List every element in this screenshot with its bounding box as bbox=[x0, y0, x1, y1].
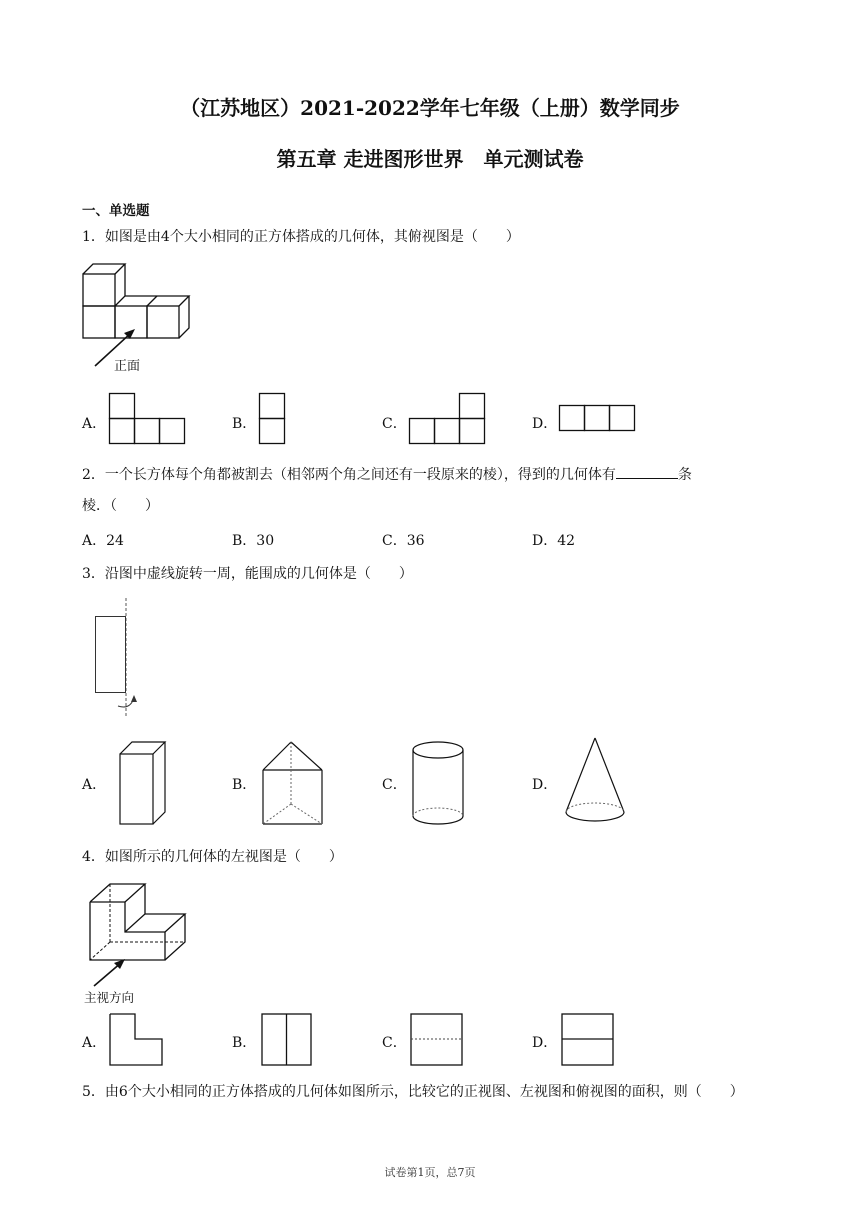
two-stacked-squares-icon bbox=[259, 393, 287, 445]
question-2-text-line2: 棱．（ ） bbox=[82, 498, 159, 514]
question-4-figure bbox=[80, 872, 210, 1004]
q1-option-b-label: B． bbox=[232, 416, 257, 432]
l-shape-top-view-icon bbox=[109, 393, 187, 445]
front-view-label: 正面 bbox=[114, 359, 141, 374]
q2-option-d: D．42 bbox=[532, 533, 576, 549]
page-footer: 试卷第1页，总7页 bbox=[384, 1166, 476, 1179]
answer-blank bbox=[616, 466, 678, 479]
horizontal-split-square-icon bbox=[561, 1013, 615, 1067]
section-label: 一、单选题 bbox=[82, 203, 150, 219]
q2-option-a: A．24 bbox=[82, 533, 124, 549]
cone-icon bbox=[563, 736, 627, 828]
q3-option-b-label: B． bbox=[232, 777, 257, 793]
q1-option-c-label: C． bbox=[382, 416, 407, 432]
q4-option-a-label: A． bbox=[82, 1035, 107, 1051]
question-1-text: 1．如图是由4个大小相同的正方体搭成的几何体，其俯视图是（ ） bbox=[82, 229, 520, 245]
q2-option-b: B．30 bbox=[232, 533, 275, 549]
rotation-rectangle-figure bbox=[90, 598, 140, 718]
q3-option-a-label: A． bbox=[82, 777, 107, 793]
exam-title-line2: 第五章 走进图形世界 单元测试卷 bbox=[276, 147, 584, 171]
vertical-split-square-icon bbox=[261, 1013, 313, 1067]
question-3-text: 3．沿图中虚线旋转一周，能围成的几何体是（ ） bbox=[82, 566, 413, 582]
l-shape-icon bbox=[109, 1013, 165, 1067]
q3-option-c-label: C． bbox=[382, 777, 407, 793]
q1-option-d-label: D． bbox=[532, 416, 558, 432]
q4-option-d-label: D． bbox=[532, 1035, 558, 1051]
q2-option-c: C．36 bbox=[382, 533, 425, 549]
main-view-direction-label: 主视方向 bbox=[84, 990, 135, 1005]
triangular-prism-icon bbox=[260, 740, 326, 826]
question-1-figure bbox=[80, 262, 200, 377]
question-5-text: 5．由6个大小相同的正方体搭成的几何体如图所示，比较它的正视图、左视图和俯视图的面积，则（ ） bbox=[82, 1084, 744, 1100]
exam-title-line1: （江苏地区）2021-2022学年七年级（上册）数学同步 bbox=[180, 96, 680, 120]
q4-option-c-label: C． bbox=[382, 1035, 407, 1051]
cylinder-icon bbox=[410, 740, 466, 826]
q4-option-b-label: B． bbox=[232, 1035, 257, 1051]
three-squares-row-icon bbox=[559, 405, 637, 433]
reverse-l-shape-icon bbox=[409, 393, 487, 445]
question-4-text: 4．如图所示的几何体的左视图是（ ） bbox=[82, 849, 343, 865]
rectangular-prism-icon bbox=[118, 740, 168, 826]
question-2-text: 2．一个长方体每个角都被割去（相邻两个角之间还有一段原来的棱），得到的几何体有 条 bbox=[82, 467, 692, 483]
dashed-line-square-icon bbox=[410, 1013, 464, 1067]
q3-option-d-label: D． bbox=[532, 777, 558, 793]
q1-option-a-label: A． bbox=[82, 416, 107, 432]
